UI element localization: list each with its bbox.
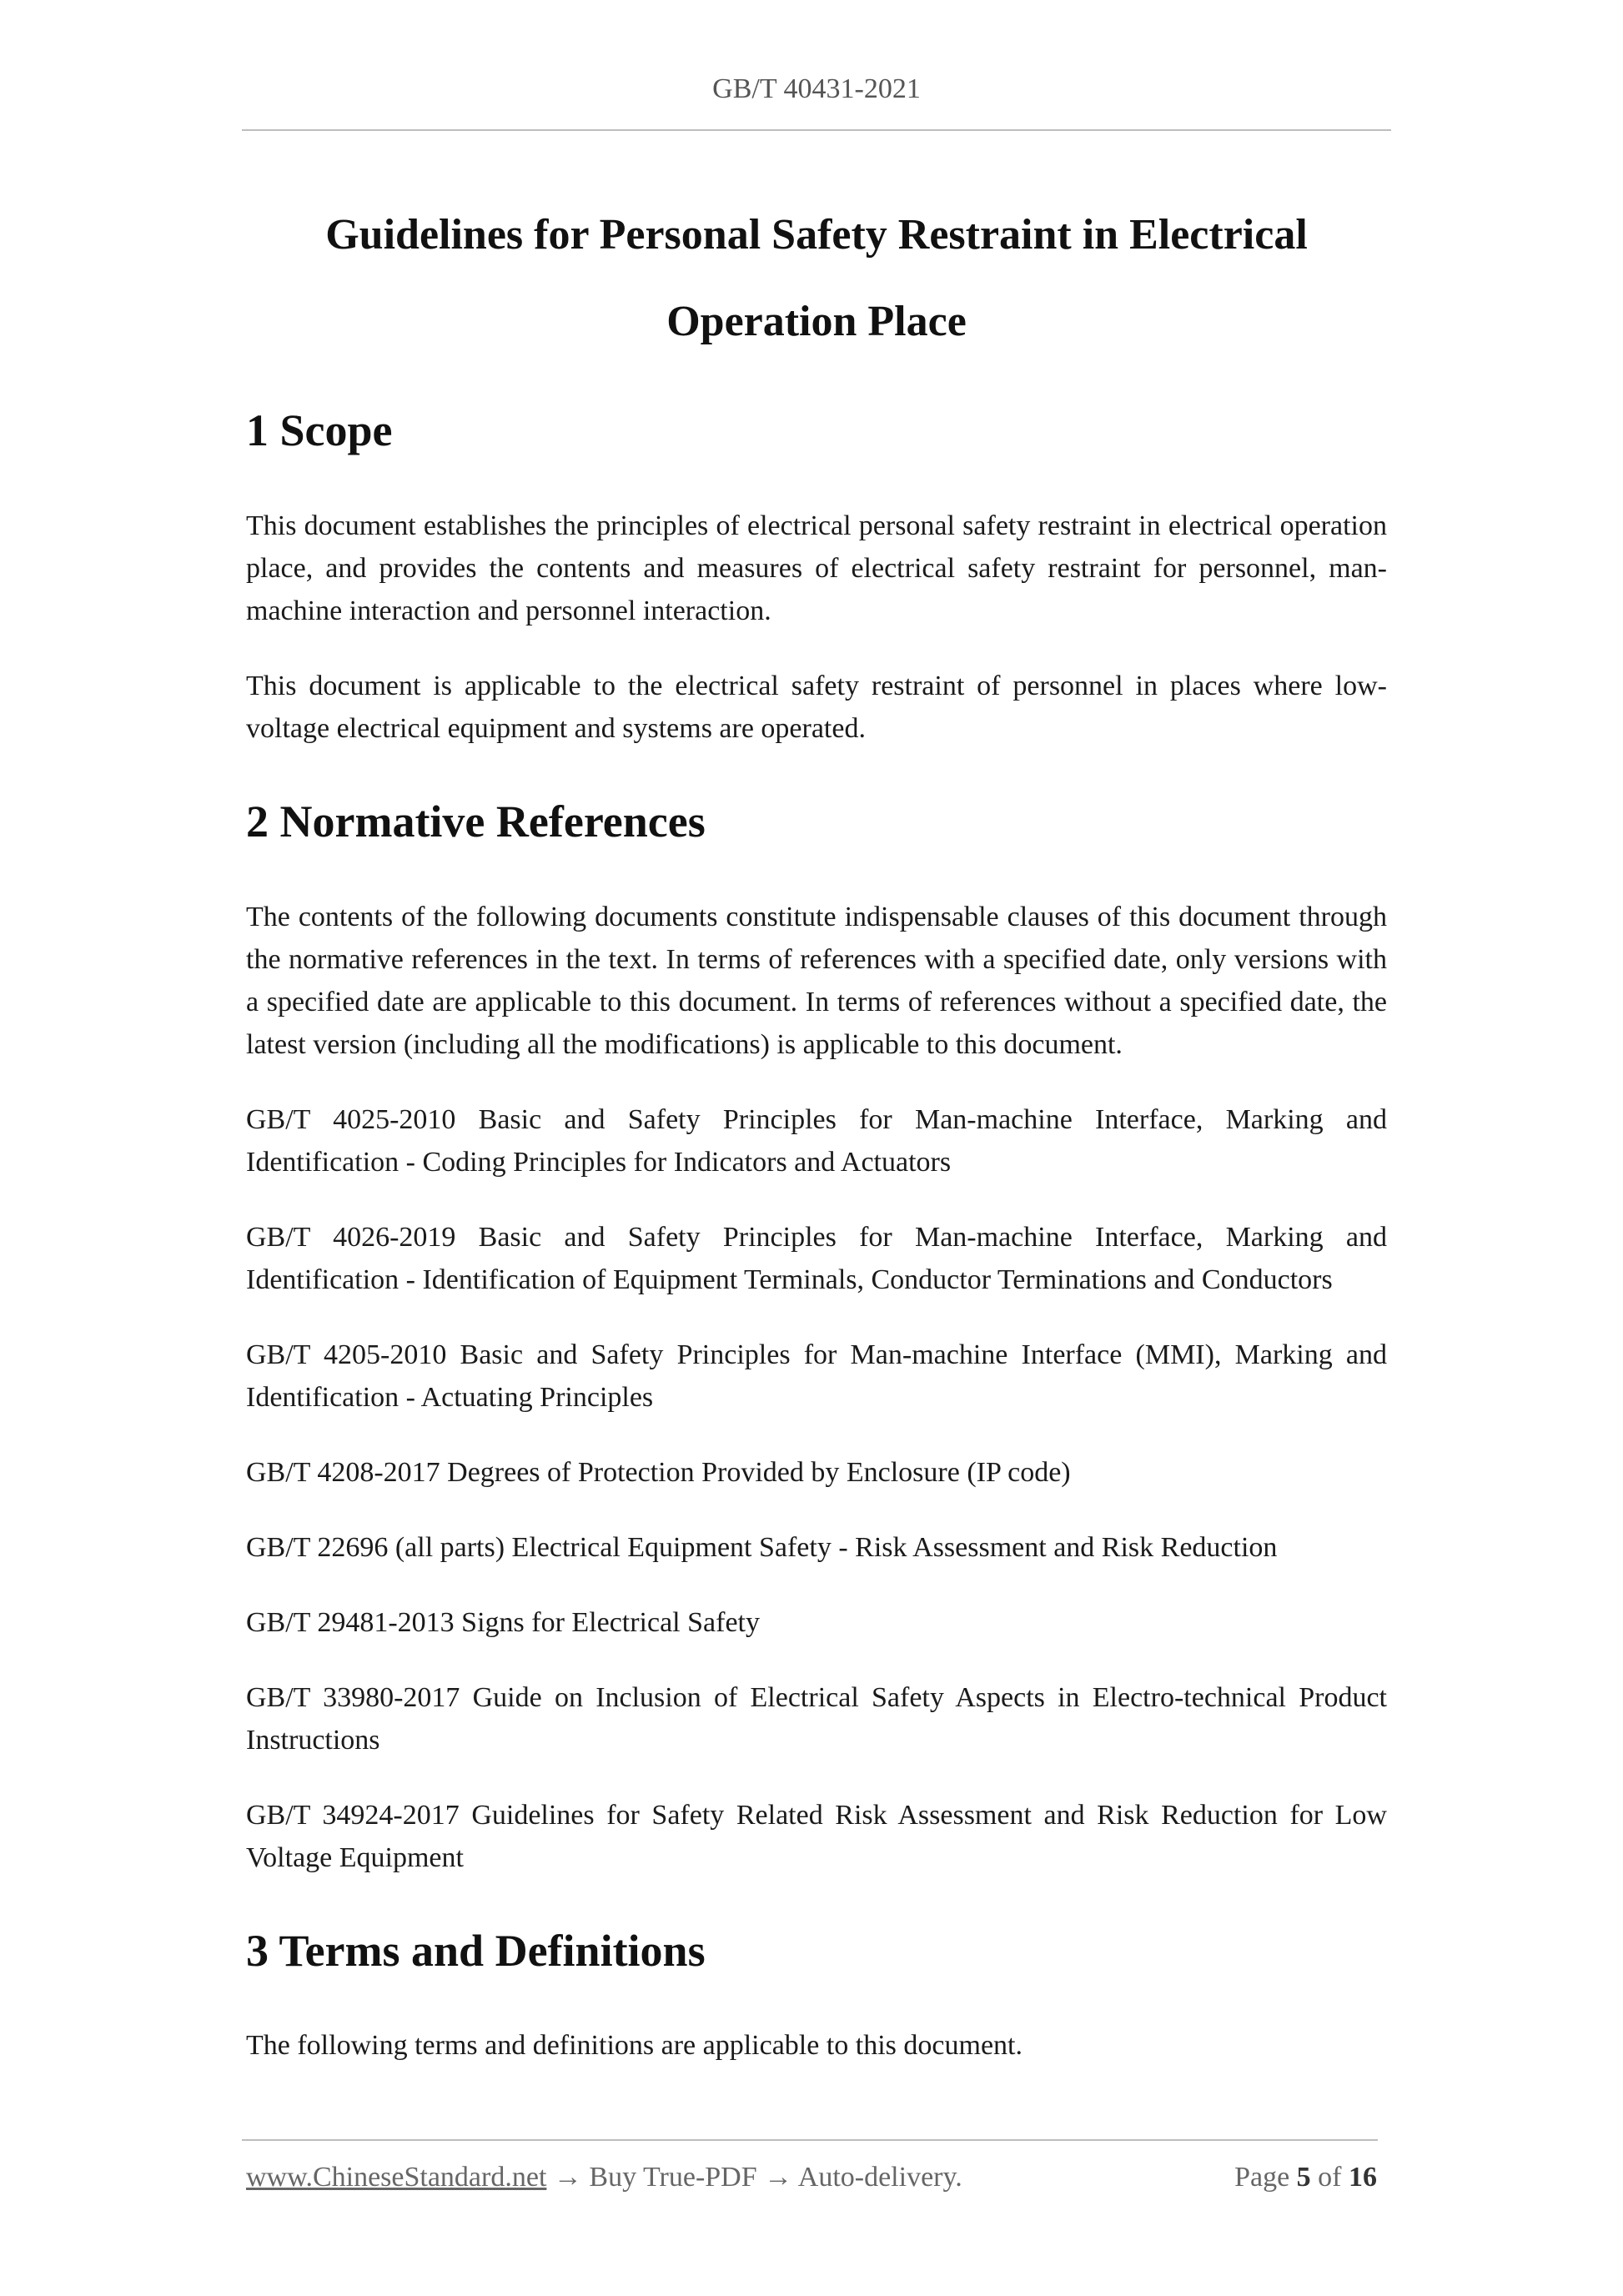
reference-item: GB/T 4025-2010 Basic and Safety Principles for Man-machine Interface, Marking and Identification - Coding Principles for Indicators and Actuators	[246, 1103, 1387, 1178]
reference-item: GB/T 4208-2017 Degrees of Protection Provided by Enclosure (IP code)	[246, 1456, 1071, 1488]
document-title	[242, 192, 1391, 365]
document-body	[246, 392, 1387, 2067]
scope-paragraph-1: This document establishes the principles of electrical personal safety restraint in electrical operation place, and provides the contents and measures of electrical safety restraint for personnel, man-machine interaction and personnel interaction.	[246, 510, 1387, 626]
page-total: 16	[1349, 2162, 1377, 2193]
running-header: GB/T 40431-2021	[712, 73, 921, 104]
page-footer	[246, 2162, 1377, 2193]
section-heading-normative-references: 2 Normative References	[246, 796, 706, 847]
document-title-line-1: Guidelines for Personal Safety Restraint in Electrical	[325, 211, 1308, 259]
reference-item: GB/T 4205-2010 Basic and Safety Principles for Man-machine Interface (MMI), Marking and Identification - Actuating Principles	[246, 1339, 1387, 1413]
footer-left	[246, 2162, 962, 2193]
header-divider	[242, 129, 1391, 131]
page-of-label: of	[1318, 2162, 1342, 2193]
reference-item: GB/T 22696 (all parts) Electrical Equipment Safety - Risk Assessment and Risk Reduction	[246, 1531, 1278, 1563]
page-number	[1234, 2162, 1377, 2193]
page-label: Page	[1234, 2162, 1290, 2193]
section-heading-terms-and-definitions: 3 Terms and Definitions	[246, 1925, 706, 1976]
page-current: 5	[1296, 2162, 1311, 2193]
footer-divider	[242, 2139, 1378, 2141]
footer-promo-text: → Buy True-PDF → Auto-delivery.	[553, 2162, 962, 2193]
scope-paragraph-2: This document is applicable to the electrical safety restraint of personnel in places where low-voltage electrical equipment and systems are operated.	[246, 670, 1387, 744]
section-heading-scope: 1 Scope	[246, 405, 393, 455]
normative-references-intro: The contents of the following documents constitute indispensable clauses of this document through the normative references in the text. In terms of references with a specified date, only versions with a specified date are applicable to this document. In terms of references without a specified date, the latest version (including all the modifications) is applicable to this document.	[246, 901, 1387, 1060]
reference-item: GB/T 34924-2017 Guidelines for Safety Related Risk Assessment and Risk Reduction for Low Voltage Equipment	[246, 1799, 1387, 1873]
document-title-line-2: Operation Place	[666, 298, 967, 345]
reference-item: GB/T 4026-2019 Basic and Safety Principles for Man-machine Interface, Marking and Identification - Identification of Equipment Terminals, Conductor Terminations and Conductors	[246, 1221, 1387, 1295]
website-link[interactable]: www.ChineseStandard.net	[246, 2162, 547, 2193]
terms-paragraph-1: The following terms and definitions are applicable to this document.	[246, 2030, 1023, 2062]
reference-item: GB/T 29481-2013 Signs for Electrical Safety	[246, 1606, 760, 1638]
reference-item: GB/T 33980-2017 Guide on Inclusion of Electrical Safety Aspects in Electro-technical Product Instructions	[246, 1681, 1387, 1756]
